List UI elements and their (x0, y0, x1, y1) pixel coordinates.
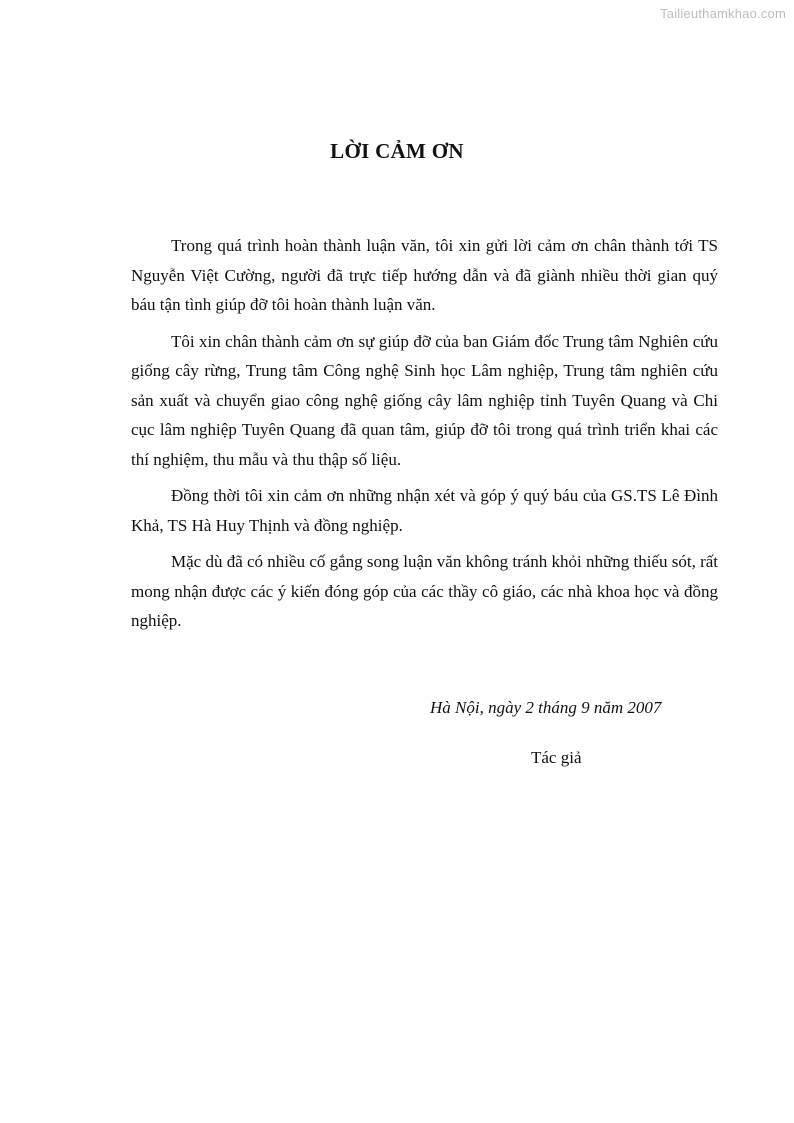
page-title: LỜI CẢM ƠN (330, 139, 464, 163)
body-text (131, 231, 718, 643)
paragraph-3: Đồng thời tôi xin cảm ơn những nhận xét và góp ý quý báu của GS.TS Lê Đình Khả, TS Hà Huy Thịnh và đồng nghiệp. (131, 486, 718, 535)
author-signature: Tác giả (531, 748, 582, 767)
paragraph-2: Tôi xin chân thành cảm ơn sự giúp đỡ của ban Giám đốc Trung tâm Nghiên cứu giống cây rừng, Trung tâm Công nghệ Sinh học Lâm nghiệp, Trung tâm nghiên cứu sản xuất và chuyển giao công nghệ giống cây lâm nghiệp tỉnh Tuyên Quang và Chi cục lâm nghiệp Tuyên Quang đã quan tâm, giúp đỡ tôi trong quá trình triển khai các thí nghiệm, thu mẫu và thu thập số liệu. (131, 331, 718, 469)
paragraph-4: Mặc dù đã có nhiều cố gắng song luận văn không tránh khỏi những thiếu sót, rất mong nhận được các ý kiến đóng góp của các thầy cô giáo, các nhà khoa học và đồng nghiệp. (131, 552, 718, 630)
watermark: Tailieuthamkhao.com (660, 6, 786, 21)
paragraph-1: Trong quá trình hoàn thành luận văn, tôi xin gửi lời cảm ơn chân thành tới TS Nguyễn Việt Cường, người đã trực tiếp hướng dẫn và đã giành nhiều thời gian quý báu tận tình giúp đỡ tôi hoàn thành luận văn. (131, 236, 718, 314)
date-line: Hà Nội, ngày 2 tháng 9 năm 2007 (430, 698, 662, 717)
